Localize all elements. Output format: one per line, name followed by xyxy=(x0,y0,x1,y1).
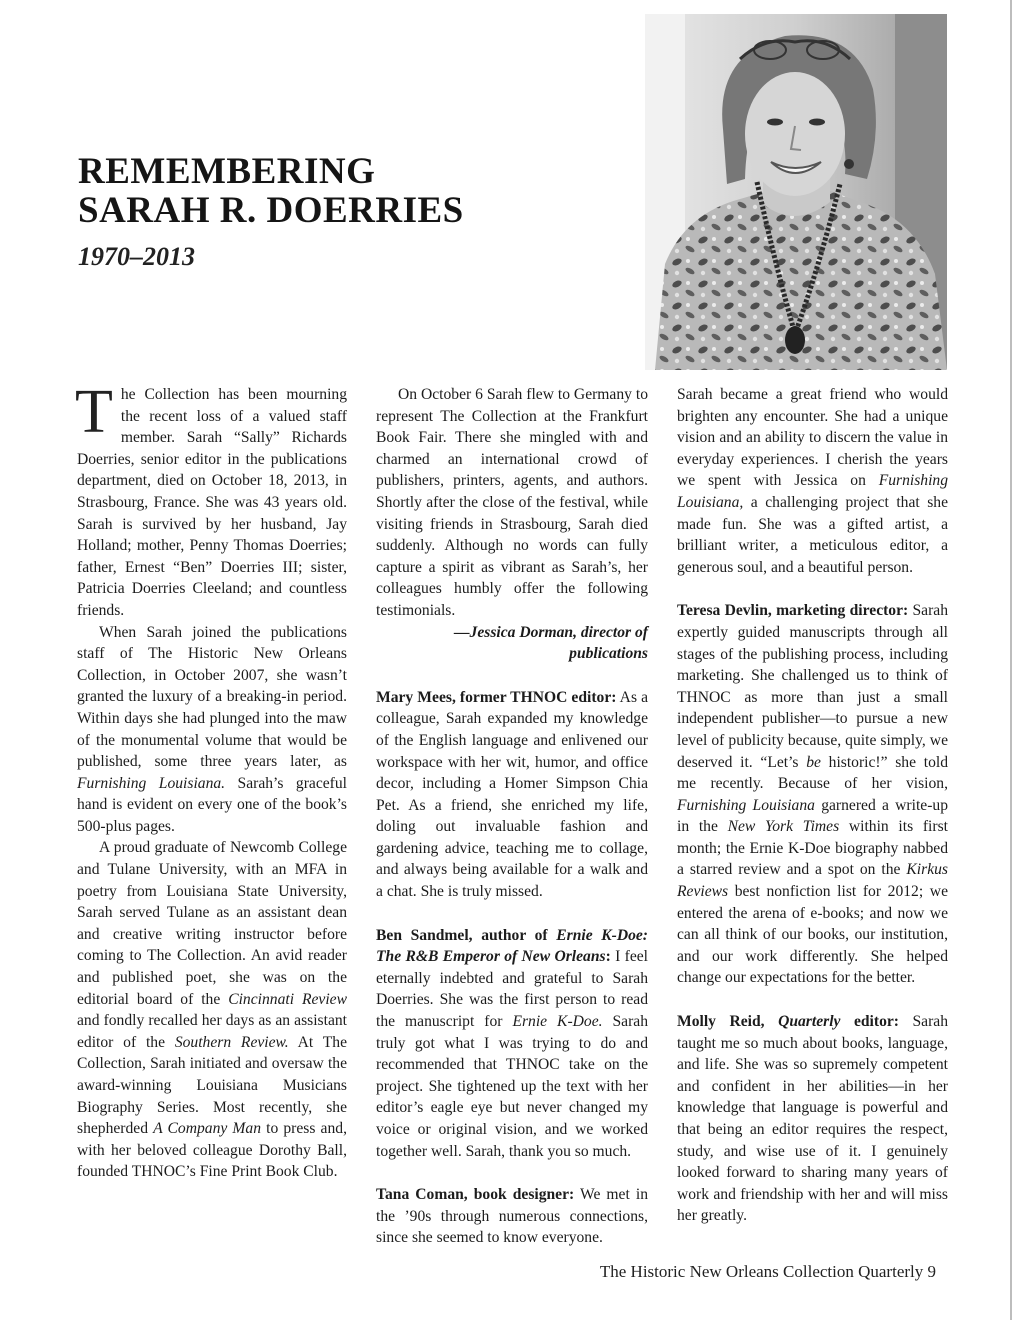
text-run: historic!” she told me recently. Because of her vision, xyxy=(677,753,948,793)
book-title-italic: Ernie K-Doe: The R&B Emperor of New Orleans xyxy=(376,926,649,966)
testimonial-author: Teresa Devlin, marketing director: xyxy=(677,602,909,620)
portrait-image-icon xyxy=(645,14,947,370)
newspaper-title-italic: New York Times xyxy=(727,818,840,836)
text-run: A proud graduate of Newcomb College and Tulane University, with an MFA in poetry from Louisiana State University, Sarah served Tulane as an assistant dean and creative writing instructor before coming to The Collection. An avid reader and published poet, she was on the editorial board of the xyxy=(77,839,347,1008)
book-title-italic: Ernie K-Doe. xyxy=(512,1013,603,1031)
text-run: Sarah expertly guided manuscripts through all stages of the publishing process, including marketing. She challenged us to think of THNOC as more than just a small independent publisher—to pursue a new level of publicity because, quite simply, we deserved it. “Let’s xyxy=(677,602,948,771)
title-block xyxy=(78,152,638,272)
text-run: and fondly recalled her days as an assistant editor of the xyxy=(77,1012,347,1051)
testimonial-reid xyxy=(677,1011,948,1227)
emphasis-italic: be xyxy=(806,753,821,771)
paragraph-frankfurt: On October 6 Sarah flew to Germany to represent The Collection at the Frankfurt Book Fair. There she mingled with and charmed an international crowd of publishers, printers, agents, and authors. Shortly after the close of the festival, while visiting friends in Strasbourg, Sarah died suddenly. Although no words can fully capture a spirit as vibrant as Sarah’s, her colleagues humbly offer the following testimonials. xyxy=(376,386,648,619)
title-line-1: REMEMBERING xyxy=(78,151,376,192)
text-run: Ben Sandmel, author of xyxy=(376,926,557,944)
page-footer xyxy=(600,1262,936,1282)
text-run: : xyxy=(605,948,611,966)
text-run: Sarah’s graceful hand is evident on every one of the book’s 500-plus pages. xyxy=(77,774,348,835)
book-title-italic: Furnishing Louisiana. xyxy=(77,774,226,792)
column-3 xyxy=(677,384,948,1227)
testimonial-author: Mary Mees, former THNOC editor: xyxy=(376,688,617,706)
paragraph-background xyxy=(77,837,347,1183)
column-2 xyxy=(376,384,648,1249)
text-run: garnered a write-up in the xyxy=(677,796,948,836)
testimonial-author xyxy=(376,927,648,966)
testimonial-devlin xyxy=(677,600,948,989)
page-edge-line xyxy=(1010,0,1012,1320)
journal-title-italic: Kirkus Reviews xyxy=(677,861,948,901)
text-run: best nonfiction list for 2012; we entered the arena of e-books; and now we can all think of our books, our institution, and our work differently. She helped change our expectations for the better. xyxy=(677,883,948,987)
text-run: a challenging project that she made fun. She was a gifted artist, a brilliant writer, a meticulous editor, a generous soul, and a beautiful person. xyxy=(677,493,948,576)
column-1 xyxy=(75,378,348,1183)
magazine-title-italic: Quarterly xyxy=(778,1013,841,1031)
text-run: within its first month; the Ernie K-Doe biography nabbed a starred review and a spot on the xyxy=(677,818,948,879)
text-run: When Sarah joined the publications staff of The Historic New Orleans Collection, in October 2007, she wasn’t granted the luxury of a breaking-in period. Within days she had plunged into the maw of the monumental volume that would be published, some three years later, as xyxy=(77,623,347,771)
text-run: Sarah became a great friend who would brighten any encounter. She had a unique vision and an ability to discern the value in everyday experiences. I cherish the years we spent with Jessica on xyxy=(677,386,948,490)
text-run: Molly Reid, xyxy=(677,1013,779,1031)
text-run: editor: xyxy=(840,1013,899,1031)
book-title-italic: A Company Man xyxy=(153,1120,261,1138)
testimonial-author xyxy=(677,1013,899,1030)
page-number: 9 xyxy=(927,1262,936,1281)
testimonial-text: Sarah truly got what I was trying to do and recommended that THNOC take on the project. She tightened up the text with her editor’s eagle eye but never changed my voice or original vision, and we worked together well. Sarah, thank you so much. xyxy=(376,1013,649,1160)
journal-title-italic: Southern Review. xyxy=(174,1033,289,1051)
testimonial-mees xyxy=(376,687,648,903)
article-title xyxy=(78,152,638,230)
intro-paragraph xyxy=(75,378,347,622)
testimonial-text: Sarah taught me so much about books, language, and life. She was so supremely competent and confident in her abilities—in her knowledge that language is powerful and that being an editor requires the respect, study, and wise use of it. I genuinely looked forward to sharing many years of work and friendship with her and will miss her greatly. xyxy=(677,1013,948,1225)
paragraph-joined-staff xyxy=(77,622,347,838)
book-title-italic: Furnishing Louisiana xyxy=(677,796,815,814)
testimonial-text: I feel eternally indebted and grateful to Sarah Doerries. She was the first person to read the manuscript for xyxy=(376,948,649,1031)
intro-text: he Collection has been mourning the recent loss of a valued staff member. Sarah “Sally” Richards Doerries, senior editor in the publications department, died on October 18, 2013, in Strasbourg, France. She was 43 years old. Sarah is survived by her husband, Jay Holland; mother, Penny Thomas Doerries; father, Ernest “Ben” Doerries III; sister, Patricia Doerries Cleeland; and countless friends. xyxy=(77,386,347,619)
portrait-photo xyxy=(645,14,947,370)
text-run: to press and, with her beloved colleague Dorothy Ball, founded THNOC’s Fine Print Book Club. xyxy=(77,1120,347,1181)
book-title-italic: Furnishing Louisiana, xyxy=(677,472,948,511)
text-run: At The Collection, Sarah initiated and oversaw the award-winning Louisiana Musicians Biography Series. Most recently, she shepherded xyxy=(77,1033,348,1138)
journal-title-italic: Cincinnati Review xyxy=(228,990,347,1008)
testimonial-text: As a colleague, Sarah expanded my knowledge of the English language and enlivened our workspace with her wit, humor, and office decor, including a Homer Simpson Chia Pet. As a friend, she enriched my life, doling out invaluable fashion and gardening advice, teaching me to collage, and always being available for a walk and a chat. She is truly missed. xyxy=(376,688,649,901)
testimonial-coman xyxy=(376,1184,648,1249)
publication-name: The Historic New Orleans Collection Quarterly xyxy=(599,1262,924,1281)
life-years: 1970–2013 xyxy=(78,242,195,271)
signature-line: —Jessica Dorman, director of publications xyxy=(453,623,648,663)
title-line-2: SARAH R. DOERRIES xyxy=(78,190,464,231)
testimonial-text: We met in the ’90s through numerous connections, since she seemed to know everyone. xyxy=(376,1186,648,1247)
testimonial-author: Tana Coman, book designer: xyxy=(376,1186,575,1204)
drop-cap: T xyxy=(75,378,113,446)
testimonial-coman-continued xyxy=(677,384,948,578)
testimonial-sandmel xyxy=(376,925,648,1163)
